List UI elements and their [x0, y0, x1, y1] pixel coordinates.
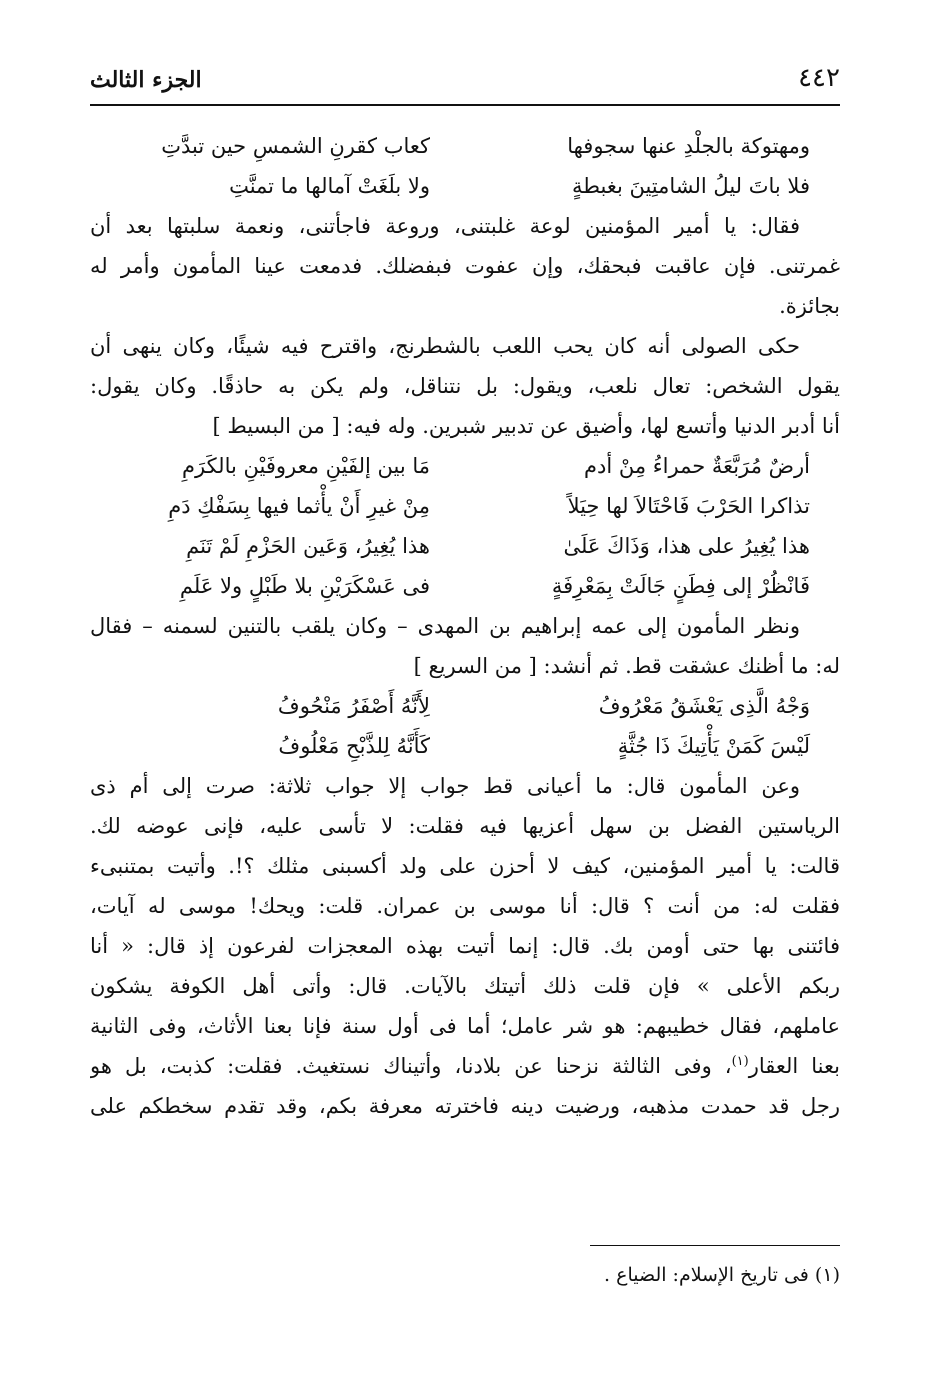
text-line-content: فائتنى بها حتى أومن بك. قال: إنما أتيت بهذه المعجزات لفرعون إذ قال: « أنا — [90, 934, 840, 958]
text-line — [90, 846, 840, 886]
text-line-content: له: ما أظنك عشقت قط. ثم أنشد: [ من السريع ] — [413, 654, 840, 678]
text-line — [90, 1086, 840, 1126]
text-line-content: غمرتنى. فإن عاقبت فبحقك، وإن عفوت فبفضلك. فدمعت عينا المأمون وأمر له — [90, 254, 840, 278]
text-line-content: يقول الشخص: تعال نلعب، ويقول: بل نتناقل، ولم يكن به حاذقًا. وكان يقول: — [90, 374, 840, 398]
text-line-content: عاملهم، فقال خطيبهم: هو شر عامل؛ أما فى أول سنة فإنا بعنا الأثاث، وفى الثانية — [90, 1014, 840, 1038]
text-line — [90, 206, 840, 246]
text-line — [90, 326, 840, 366]
verse-second-hemistich: كعاب كقرنِ الشمسِ حين تبدَّتِ — [161, 134, 430, 158]
text-line-continuation: ، وفى الثالثة نزحنا عن بلادنا، وأتيناك نستغيث. فقلت: كذبت، بل هو — [90, 1054, 732, 1078]
text-line-content: الرياستين الفضل بن سهل أعزيها فيه فقلت: لا تأسى عليه، فإنى عوضه لك. — [90, 814, 840, 838]
text-line-content: وعن المأمون قال: ما أعيانى قط جواب إلا جواب ثلاثة: صرت إلى أم ذى — [90, 774, 800, 798]
text-line — [90, 886, 840, 926]
text-line-content: فقلت له: من أنت ؟ قال: أنا موسى بن عمران. قلت: ويحك! موسى له آيات، — [90, 894, 840, 918]
text-line — [90, 926, 840, 966]
verse-second-hemistich: كَأَنَّهُ لِلذَّبْحِ مَعْلُوفُ — [278, 734, 430, 758]
text-line-content: أنا أدبر الدنيا وأتسع لها، وأضيق عن تدبير شبرين. وله فيه: [ من البسيط ] — [212, 414, 840, 438]
verse-line — [90, 526, 840, 566]
text-line — [90, 766, 840, 806]
verse-line — [90, 686, 840, 726]
verse-second-hemistich: مَا بين إلفَيْنِ معروفَيْنِ بالكَرَمِ — [182, 454, 430, 478]
verse-first-hemistich: لَيْسَ كَمَنْ يَأْتِيكَ ذَا جُثَّةٍ — [617, 734, 810, 758]
text-line-content: رجل قد حمدت مذهبه، ورضيت دينه فاخترته معرفة بكم، وقد تقدم سخطكم على — [90, 1094, 840, 1118]
text-line — [90, 1046, 840, 1086]
footnote-rule — [590, 1245, 840, 1246]
text-line — [90, 246, 840, 286]
text-line — [90, 606, 840, 646]
footnote: (١) فى تاريخ الإسلام: الضياع . — [604, 1264, 840, 1286]
text-line — [90, 286, 840, 326]
main-text — [90, 126, 840, 1126]
running-title: الجزء الثالث — [90, 67, 202, 93]
verse-second-hemistich: لِأَنَّهُ أَصْفَرُ مَنْحُوفُ — [277, 694, 430, 718]
verse-second-hemistich: مِنْ غيرِ أَنْ يأْثما فيها بِسَفْكِ دَمِ — [168, 494, 430, 518]
verse-line — [90, 486, 840, 526]
verse-second-hemistich: ولا بلَغَتْ آمالها ما تمنَّتِ — [229, 174, 430, 198]
verse-line — [90, 166, 840, 206]
text-line — [90, 646, 840, 686]
verse-first-hemistich: فلا باتَ ليلُ الشامتِينَ بغبطةٍ — [572, 174, 810, 198]
verse-first-hemistich: هذا يُغِيرُ على هذا، وَذَاكَ عَلَىٰ — [563, 534, 810, 558]
text-line-content: بعنا العقار — [748, 1054, 840, 1078]
verse-first-hemistich: فَانْظُرْ إلى فِطَنٍ جَالَتْ بِمَعْرِفَةٍ — [551, 574, 810, 598]
text-line-content: فقال: يا أمير المؤمنين لوعة غلبتنى، وروعة فاجأتنى، ونعمة سلبتها بعد أن — [90, 214, 800, 238]
verse-line — [90, 126, 840, 166]
text-line-content: حكى الصولى أنه كان يحب اللعب بالشطرنج، واقترح فيه شيئًا، وكان ينهى أن — [90, 334, 800, 358]
text-line — [90, 366, 840, 406]
verse-second-hemistich: فى عَسْكَرَيْنِ بلا طَبْلٍ ولا عَلَمِ — [179, 574, 430, 598]
text-line-content: بجائزة. — [779, 294, 840, 318]
text-line-content: ونظر المأمون إلى عمه إبراهيم بن المهدى – وكان يلقب بالتنين لسمنه – فقال — [90, 614, 800, 638]
text-line-content: ربكم الأعلى » فإن قلت ذلك أتيتك بالآيات. قال: وأتى أهل الكوفة يشكون — [90, 974, 840, 998]
verse-first-hemistich: أرضٌ مُرَبَّعَةٌ حمراءُ مِنْ أدم — [584, 454, 810, 478]
verse-first-hemistich: ومهتوكة بالجلْدِ عنها سجوفها — [567, 134, 810, 158]
text-line — [90, 966, 840, 1006]
page-header — [90, 62, 840, 102]
verse-line — [90, 446, 840, 486]
verse-second-hemistich: هذا يُغِيرُ، وَعَين الحَزْمِ لَمْ تَنَمِ — [186, 534, 430, 558]
footnote-marker: (١) — [731, 1054, 749, 1069]
verse-line — [90, 726, 840, 766]
verse-first-hemistich: وَجْهُ الَّذِى يَعْشَقُ مَعْرُوفُ — [598, 694, 810, 718]
text-line — [90, 806, 840, 846]
text-line — [90, 1006, 840, 1046]
text-line — [90, 406, 840, 446]
header-rule — [90, 104, 840, 106]
verse-first-hemistich: تذاكرا الحَرْبَ فَاحْتَالاَ لها حِيَلاً — [567, 494, 810, 518]
page-number: ٤٤٢ — [798, 63, 840, 93]
verse-line — [90, 566, 840, 606]
text-line-content: قالت: يا أمير المؤمنين، كيف لا أحزن على ولد أكسبنى مثلك ؟!. وأتيت بمتنبىء — [90, 854, 840, 878]
